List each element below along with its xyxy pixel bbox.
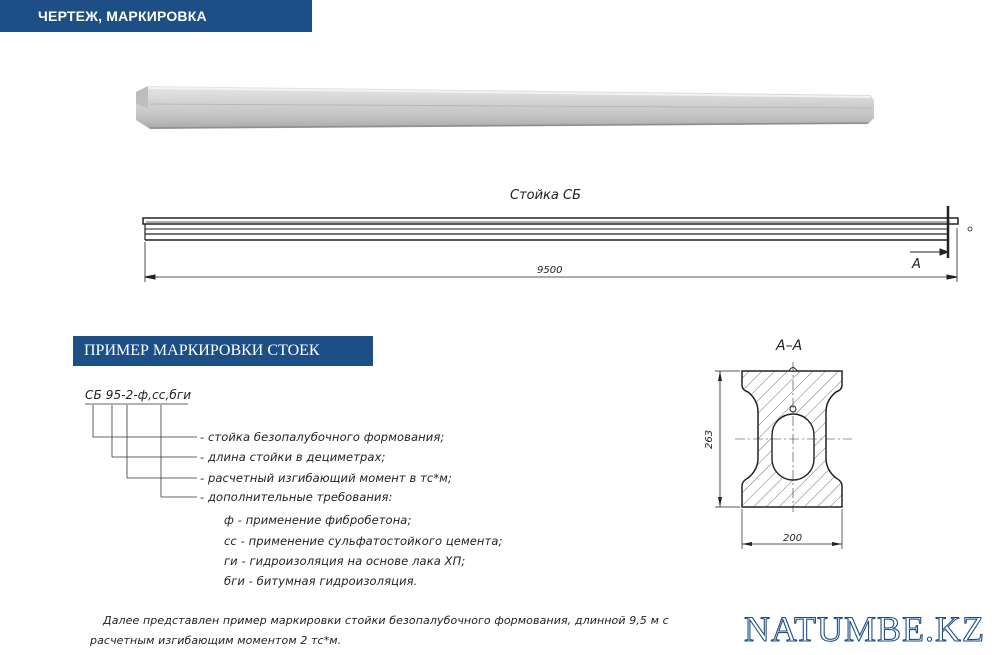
section-width-label: 200: [783, 533, 803, 544]
legend-item: - расчетный изгибающий момент в тс*м;: [200, 471, 452, 485]
section-height-label: 263: [704, 429, 715, 449]
length-dimension-label: 9500: [537, 265, 563, 276]
watermark: NATUMBE.KZ: [744, 609, 985, 649]
page-title: ЧЕРТЕЖ, МАРКИРОВКА: [38, 8, 207, 24]
legend-item: - дополнительные требования:: [200, 490, 393, 504]
note-line-2: расчетным изгибающим моментом 2 тс*м.: [90, 634, 342, 647]
marking-banner-title: ПРИМЕР МАРКИРОВКИ СТОЕК: [84, 342, 320, 359]
requirement-item: бги - битумная гидроизоляция.: [224, 574, 418, 588]
requirement-item: сс - применение сульфатостойкого цемента;: [224, 534, 503, 548]
requirement-item: ги - гидроизоляция на основе лака ХП;: [224, 554, 466, 568]
beam-3d-image: [136, 86, 874, 129]
section-title: А–А: [776, 338, 803, 354]
section-marker-label: А: [912, 257, 921, 272]
requirement-item: ф - применение фибробетона;: [224, 513, 412, 527]
marking-code: СБ 95-2-ф,сс,бги: [85, 388, 192, 402]
cross-section: [715, 362, 852, 549]
marking-leaders: [85, 404, 197, 497]
note-line-1: Далее представлен пример маркировки стойки безопалубочного формования, длинной 9,5 м с: [103, 614, 669, 627]
legend-item: - длина стойки в дециметрах;: [200, 450, 386, 464]
drawing-title: Стойка СБ: [510, 188, 581, 203]
legend-item: - стойка безопалубочного формования;: [200, 430, 445, 444]
marking-banner: [73, 336, 373, 366]
